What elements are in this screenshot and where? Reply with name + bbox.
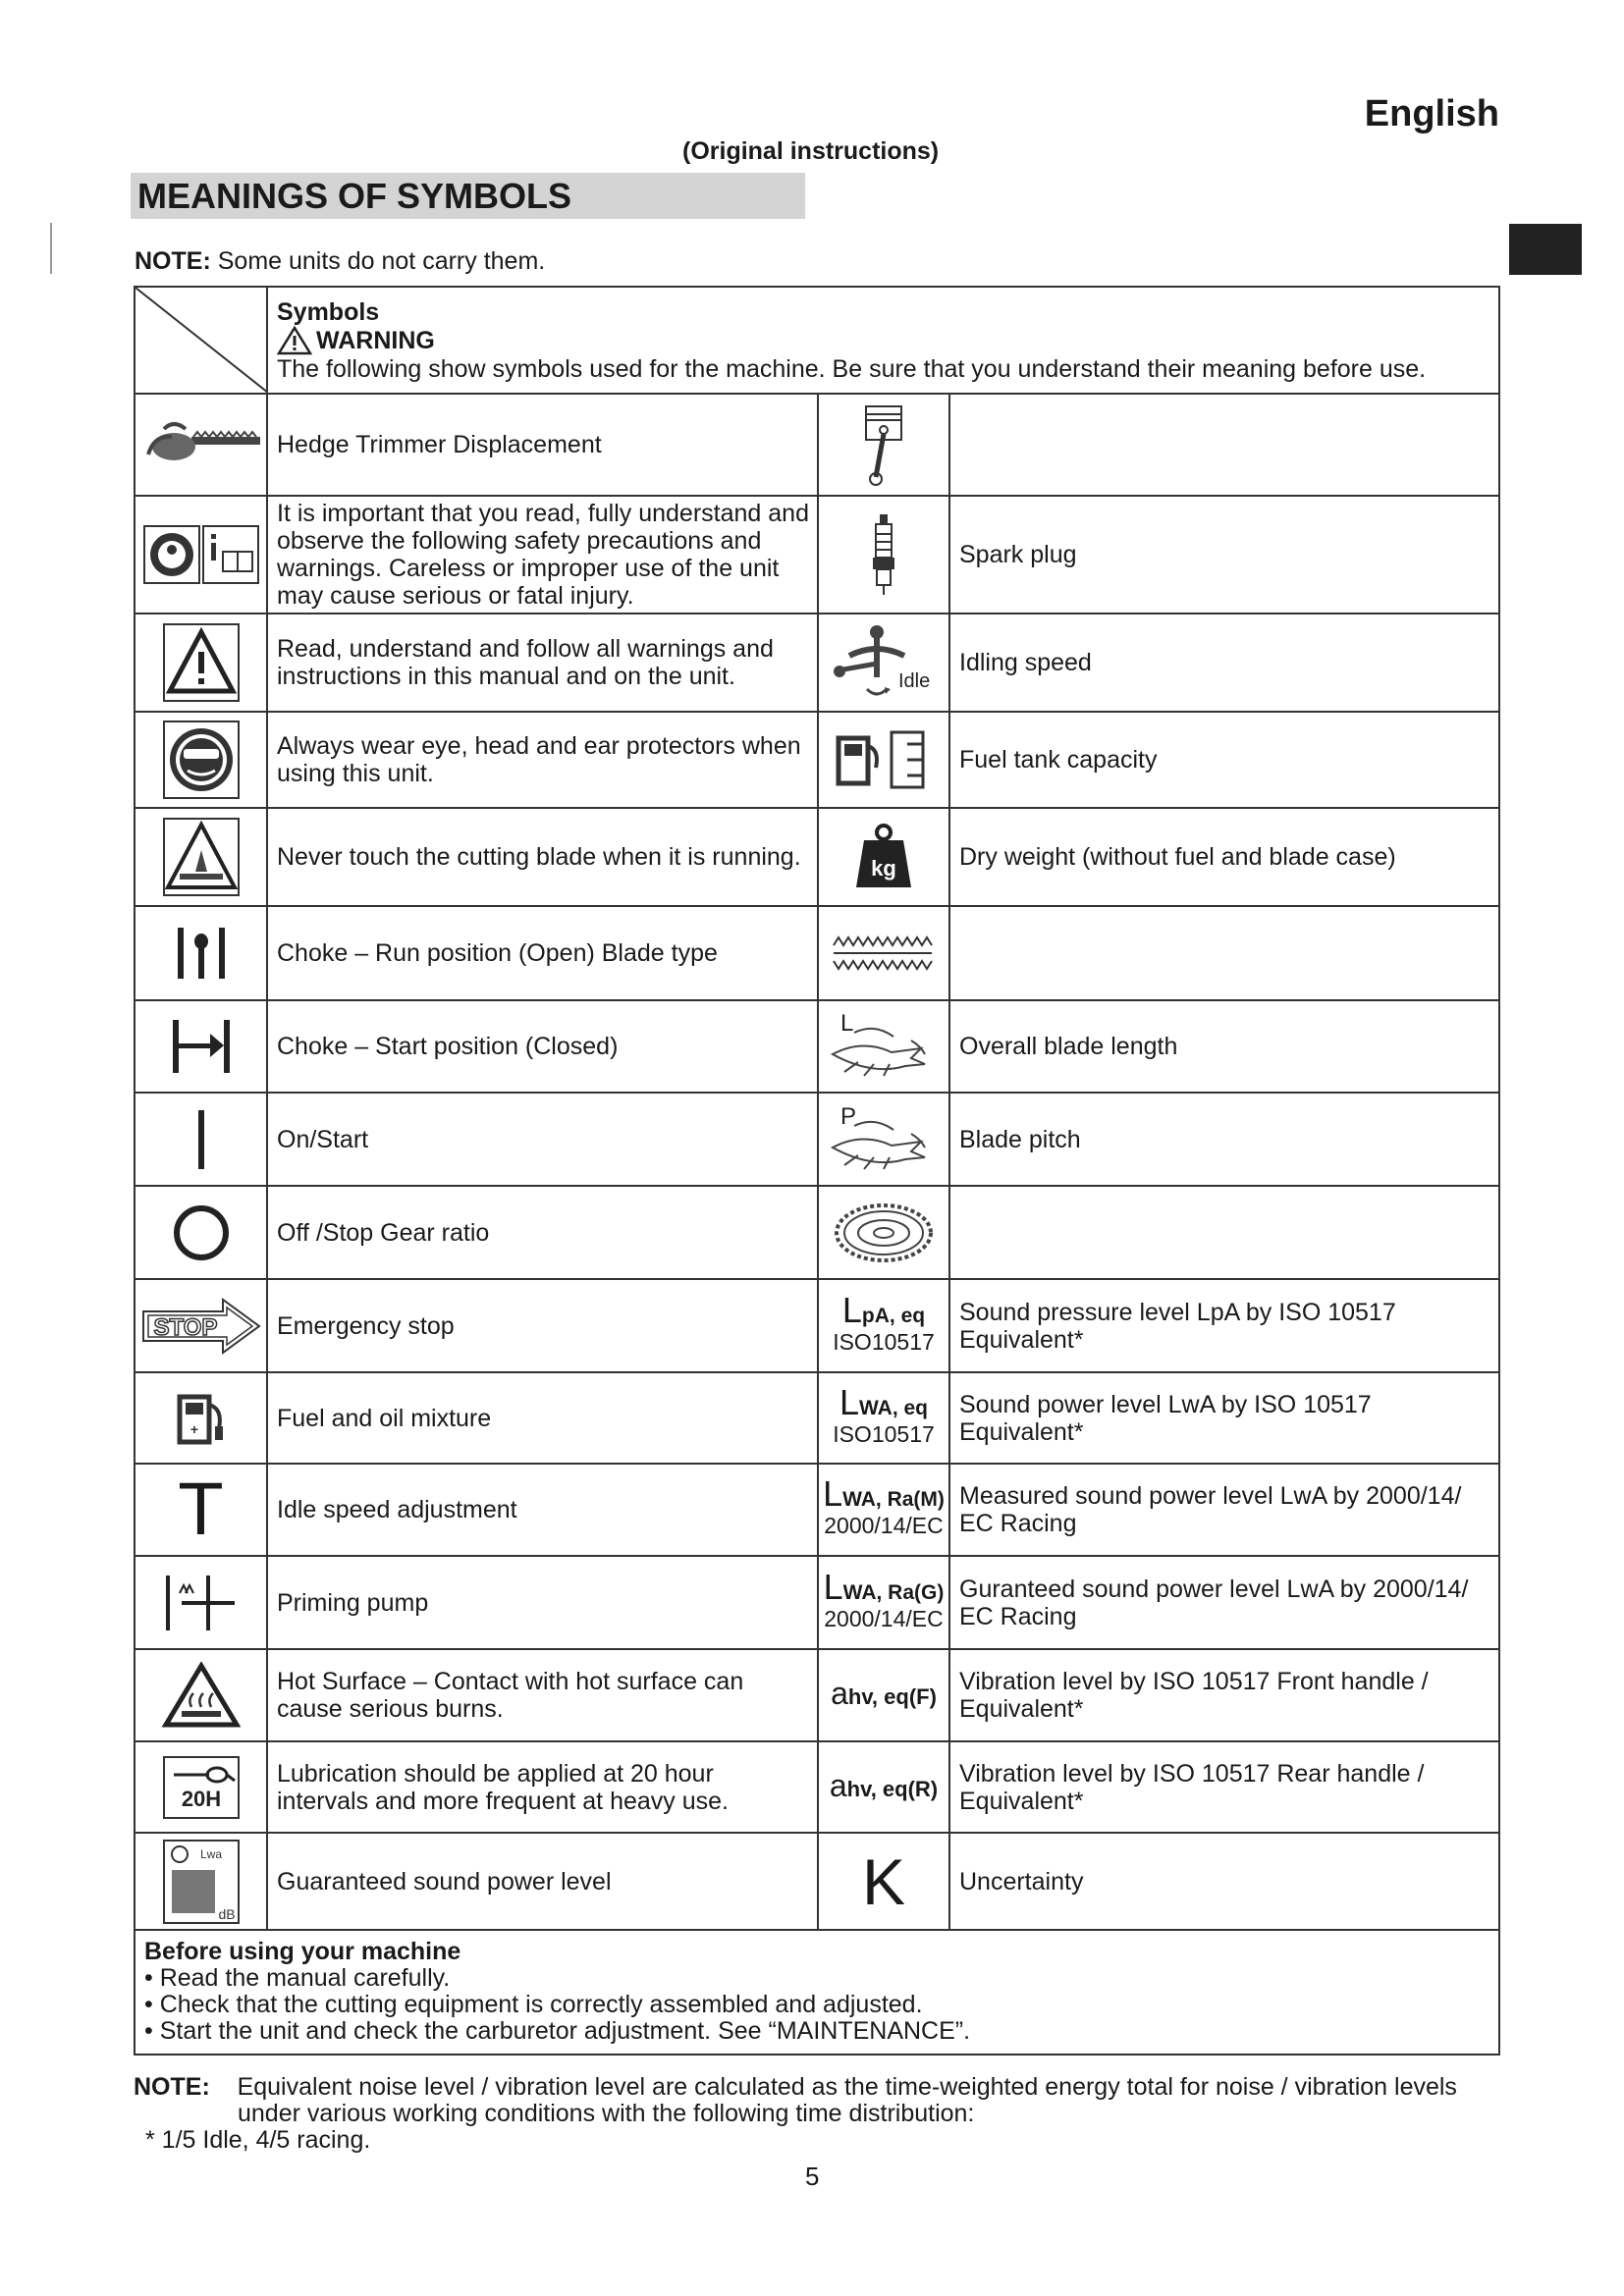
blade-pitch-icon [825, 1100, 943, 1179]
symbol-description [949, 394, 1499, 496]
symbol-description [949, 906, 1499, 1000]
table-row [135, 496, 1499, 614]
symbol-cell [135, 614, 267, 712]
lpa-standard: ISO10517 [833, 1328, 935, 1355]
symbol-description: Always wear eye, head and ear protectors when using this unit. [267, 712, 818, 808]
blade-length-letter: L [840, 1010, 854, 1037]
symbol-cell [818, 1093, 949, 1186]
lwa-m-subscript: WA, Ra(M) [842, 1488, 945, 1511]
table-row [135, 712, 1499, 808]
displacement-piston-icon [854, 402, 913, 487]
symbol-description: Blade pitch [949, 1093, 1499, 1186]
symbol-cell [135, 1833, 267, 1930]
table-row [135, 1093, 1499, 1186]
table-row [135, 1186, 1499, 1279]
idle-label: Idle [898, 670, 931, 692]
list-item: • Read the manual carefully. [144, 1964, 451, 1992]
symbol-cell [135, 1556, 267, 1649]
table-row [135, 1741, 1499, 1833]
list-item: • Start the unit and check the carburetor adjustment. See “MAINTENANCE”. [144, 2017, 971, 2045]
diagonal-cell [135, 287, 267, 394]
lwa-g-standard: 2000/14/EC [824, 1605, 944, 1631]
emergency-stop-icon [140, 1296, 262, 1357]
margin-line [50, 223, 52, 274]
symbol-cell [818, 394, 949, 496]
fuel-tank-capacity-icon [835, 728, 933, 791]
footer-note-line3: * 1/5 Idle, 4/5 racing. [145, 2126, 371, 2154]
ahv-f-subscript: hv, eq(F) [847, 1684, 937, 1709]
symbol-cell [135, 1741, 267, 1833]
symbol-cell [818, 1279, 949, 1372]
symbol-cell [135, 1649, 267, 1741]
note-label: NOTE: [135, 247, 211, 275]
hot-surface-icon [162, 1662, 241, 1729]
table-row [135, 614, 1499, 712]
ahv-r-subscript: hv, eq(R) [846, 1776, 939, 1801]
symbol-description: On/Start [267, 1093, 818, 1186]
symbol-cell [818, 496, 949, 614]
side-tab-marker [1509, 224, 1582, 275]
symbol-description: Never touch the cutting blade when it is running. [267, 808, 818, 906]
symbol-description: Guaranteed sound power level [267, 1833, 818, 1930]
warning-text: The following show symbols used for the machine. Be sure that you understand their meaning before use. [277, 354, 1427, 383]
symbol-description: Measured sound power level LwA by 2000/14/ EC Racing [949, 1464, 1499, 1556]
symbol-cell [818, 1464, 949, 1556]
symbol-description: Overall blade length [949, 1000, 1499, 1093]
lwa-small-label: Lwa [199, 1846, 222, 1861]
blade-pitch-letter: P [840, 1102, 857, 1130]
gear-ratio-icon [830, 1199, 938, 1267]
kg-label: kg [871, 856, 896, 881]
symbol-cell [818, 614, 949, 712]
warning-label: WARNING [316, 326, 435, 354]
ahv-r-letter: a [829, 1767, 847, 1803]
footer-note [134, 2074, 1508, 2154]
symbol-description: Fuel and oil mixture [267, 1372, 818, 1464]
lwa-standard: ISO10517 [833, 1420, 935, 1447]
lubrication-icon [162, 1755, 241, 1820]
ahv-f-letter: a [831, 1676, 848, 1711]
ahv-front-symbol [819, 1676, 948, 1711]
lwa-symbol [819, 1381, 948, 1447]
symbol-cell [135, 1000, 267, 1093]
fuel-oil-mixture-icon [172, 1387, 231, 1450]
original-instructions-note: (Original instructions) [682, 137, 940, 165]
symbol-cell [135, 712, 267, 808]
on-start-icon [191, 1108, 211, 1171]
lwa-g-subscript: WA, Ra(G) [842, 1580, 945, 1604]
table-row [135, 1372, 1499, 1464]
symbol-description [949, 1186, 1499, 1279]
symbol-description: Off /Stop Gear ratio [267, 1186, 818, 1279]
symbols-table [134, 286, 1500, 2056]
lpa-symbol [819, 1289, 948, 1355]
table-row [135, 1833, 1499, 1930]
table-row [135, 1464, 1499, 1556]
symbol-cell [135, 1279, 267, 1372]
footer-note-label: NOTE: [134, 2073, 210, 2101]
table-row [135, 1556, 1499, 1649]
symbol-description: Dry weight (without fuel and blade case) [949, 808, 1499, 906]
before-using-title: Before using your machine [144, 1938, 461, 1965]
spark-plug-icon [869, 512, 898, 597]
symbol-description: Priming pump [267, 1556, 818, 1649]
before-using-cell [135, 1930, 1499, 2055]
note-text: Some units do not carry them. [217, 247, 546, 275]
footer-note-line1: Equivalent noise level / vibration level are calculated as the time-weighted energy total for noise / vibration levels [237, 2073, 1457, 2101]
symbol-description: Hot Surface – Contact with hot surface can cause serious burns. [267, 1649, 818, 1741]
uncertainty-symbol: K [861, 1844, 906, 1918]
symbol-cell [818, 1833, 949, 1930]
lwa-g-letter: L [823, 1566, 843, 1607]
choke-run-open-icon [172, 922, 231, 985]
off-stop-icon [170, 1201, 233, 1264]
symbol-cell [135, 394, 267, 496]
symbol-description: Lubrication should be applied at 20 hour intervals and more frequent at heavy use. [267, 1741, 818, 1833]
priming-pump-icon [162, 1572, 241, 1634]
guaranteed-sound-power-icon [162, 1839, 241, 1925]
idling-speed-icon [830, 618, 938, 707]
symbol-cell [135, 808, 267, 906]
symbol-description: Emergency stop [267, 1279, 818, 1372]
table-header-cell [267, 287, 1499, 394]
lwa-subscript: WA, eq [859, 1396, 929, 1419]
symbol-cell [818, 712, 949, 808]
symbol-description: Sound power level LwA by ISO 10517 Equivalent* [949, 1372, 1499, 1464]
diagonal-line-icon [135, 288, 268, 393]
read-manual-icon [142, 522, 260, 587]
symbol-description: Idling speed [949, 614, 1499, 712]
language-label: English [1364, 93, 1499, 134]
lpa-subscript: pA, eq [861, 1304, 926, 1327]
symbol-cell [818, 1000, 949, 1093]
svg-text:+: + [189, 1420, 198, 1437]
symbol-description: Vibration level by ISO 10517 Rear handle / Equivalent* [949, 1741, 1499, 1833]
symbols-label: Symbols [277, 297, 380, 326]
symbol-description: Choke – Start position (Closed) [267, 1000, 818, 1093]
symbol-cell [135, 1093, 267, 1186]
table-row [135, 808, 1499, 906]
top-note [135, 247, 545, 276]
idle-speed-adjustment-icon: T [178, 1468, 224, 1551]
symbol-description: Guranteed sound power level LwA by 2000/14/ EC Racing [949, 1556, 1499, 1649]
symbol-cell [818, 808, 949, 906]
hedge-trimmer-icon [140, 415, 262, 474]
table-row [135, 1279, 1499, 1372]
symbol-cell [135, 496, 267, 614]
table-row [135, 1649, 1499, 1741]
symbol-description: Idle speed adjustment [267, 1464, 818, 1556]
lwa-guaranteed-symbol [819, 1566, 948, 1631]
symbol-cell [818, 1186, 949, 1279]
symbol-cell [818, 906, 949, 1000]
symbol-description: Uncertainty [949, 1833, 1499, 1930]
warning-heading [277, 326, 1492, 355]
symbol-cell [818, 1556, 949, 1649]
table-row [135, 1000, 1499, 1093]
table-row [135, 394, 1499, 496]
section-title: MEANINGS OF SYMBOLS [131, 173, 805, 219]
blade-type-icon [830, 932, 938, 975]
lpa-letter: L [841, 1289, 862, 1330]
symbol-cell [818, 1372, 949, 1464]
symbol-cell [818, 1649, 949, 1741]
symbol-cell [135, 1186, 267, 1279]
eye-head-ear-protection-icon [162, 720, 241, 800]
before-using-row [135, 1930, 1499, 2055]
page-number: 5 [805, 2162, 820, 2191]
symbol-description: Sound pressure level LpA by ISO 10517 Equivalent* [949, 1279, 1499, 1372]
footer-note-line2: under various working conditions with the following time distribution: [238, 2100, 975, 2127]
warning-triangle-icon [277, 326, 312, 355]
lwa-letter: L [839, 1381, 859, 1422]
db-label: dB [217, 1905, 236, 1922]
symbol-cell [135, 1372, 267, 1464]
lwa-m-letter: L [823, 1473, 843, 1514]
stop-label: STOP [153, 1313, 217, 1341]
hours-label: 20H [181, 1786, 221, 1811]
warning-read-icon [162, 622, 241, 703]
table-header-row [135, 287, 1499, 394]
table-row [135, 906, 1499, 1000]
symbol-description: Fuel tank capacity [949, 712, 1499, 808]
lwa-m-standard: 2000/14/EC [824, 1513, 944, 1538]
overall-blade-length-icon [825, 1007, 943, 1086]
lwa-measured-symbol [819, 1473, 948, 1538]
symbol-description: Choke – Run position (Open) Blade type [267, 906, 818, 1000]
symbol-cell [818, 1741, 949, 1833]
symbol-description: It is important that you read, fully understand and observe the following safety precautions and warnings. Careless or improper use of the unit may cause serious or fatal injury. [267, 496, 818, 614]
choke-start-closed-icon [167, 1016, 236, 1077]
symbol-cell [135, 906, 267, 1000]
symbol-description: Spark plug [949, 496, 1499, 614]
ahv-rear-symbol [819, 1767, 948, 1803]
blade-warning-icon [162, 817, 241, 897]
symbol-description: Read, understand and follow all warnings and instructions in this manual and on the unit. [267, 614, 818, 712]
symbol-cell [135, 1464, 267, 1556]
symbol-description: Vibration level by ISO 10517 Front handle / Equivalent* [949, 1649, 1499, 1741]
list-item: • Check that the cutting equipment is correctly assembled and adjusted. [144, 1991, 923, 2018]
weight-icon [854, 823, 913, 891]
symbol-description: Hedge Trimmer Displacement [267, 394, 818, 496]
